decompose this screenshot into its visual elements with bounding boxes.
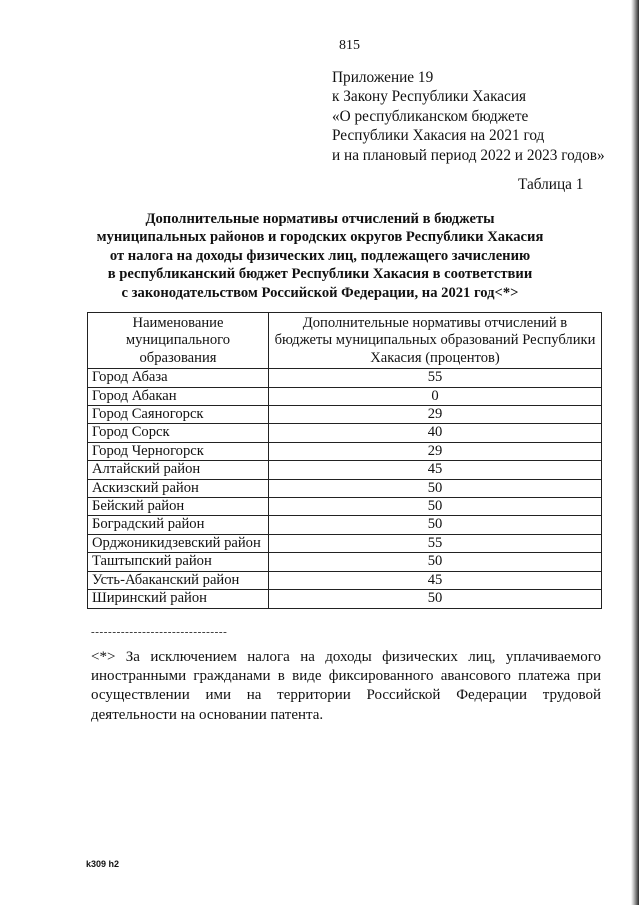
quota-value: 50 bbox=[269, 498, 602, 516]
municipality-name: Боградский район bbox=[88, 516, 269, 534]
footnote-text: <*> За исключением налога на доходы физических лиц, уплачиваемого иностранными гражданами в виде фиксированного авансового платежа при осуществлении ими на территории Российской Федерации трудовой деятельности на основании патента. bbox=[91, 649, 601, 723]
table-row bbox=[88, 424, 602, 442]
scan-edge-shadow bbox=[631, 0, 639, 905]
municipality-name: Ширинский район bbox=[88, 590, 269, 608]
title-line: в республиканский бюджет Республики Хакасия в соответствии bbox=[107, 266, 533, 283]
municipality-name: Город Абаза bbox=[88, 369, 269, 387]
title-line: Дополнительные нормативы отчислений в бюджеты bbox=[145, 211, 495, 227]
footnote-separator: -------------------------------- bbox=[91, 626, 228, 638]
appendix-line: Республики Хакасия на 2021 год bbox=[332, 127, 545, 145]
quota-value: 40 bbox=[269, 424, 602, 442]
quota-value: 0 bbox=[269, 387, 602, 405]
table-row bbox=[88, 590, 602, 608]
quota-value: 50 bbox=[269, 479, 602, 497]
header-name-column: Наименование муниципального образования bbox=[88, 313, 269, 369]
quota-value: 50 bbox=[269, 553, 602, 571]
title-line: от налога на доходы физических лиц, подлежащего зачислению bbox=[109, 247, 531, 264]
appendix-line: к Закону Республики Хакасия bbox=[332, 88, 527, 106]
quota-value: 55 bbox=[269, 534, 602, 552]
municipality-name: Алтайский район bbox=[88, 461, 269, 479]
municipality-name: Бейский район bbox=[88, 498, 269, 516]
table-row bbox=[88, 406, 602, 424]
table-row bbox=[88, 516, 602, 534]
quota-value: 45 bbox=[269, 571, 602, 589]
municipality-name: Аскизский район bbox=[88, 479, 269, 497]
table-row bbox=[88, 553, 602, 571]
municipality-name: Город Абакан bbox=[88, 387, 269, 405]
title-line: муниципальных районов и городских округов Республики Хакасия bbox=[96, 229, 544, 246]
municipality-name: Орджоникидзевский район bbox=[88, 534, 269, 552]
municipality-name: Усть-Абаканский район bbox=[88, 571, 269, 589]
page-number: 815 bbox=[339, 38, 360, 53]
table-row bbox=[88, 369, 602, 387]
quota-value: 29 bbox=[269, 406, 602, 424]
table-row bbox=[88, 461, 602, 479]
quota-value: 45 bbox=[269, 461, 602, 479]
appendix-block bbox=[332, 68, 605, 165]
quota-value: 50 bbox=[269, 590, 602, 608]
quota-value: 55 bbox=[269, 369, 602, 387]
appendix-line: Приложение 19 bbox=[332, 69, 434, 86]
header-value-column: Дополнительные нормативы отчислений в бюджеты муниципальных образований Республики Хакасия (процентов) bbox=[269, 313, 602, 369]
table-row bbox=[88, 571, 602, 589]
table-row bbox=[88, 498, 602, 516]
municipality-name: Город Черногорск bbox=[88, 442, 269, 460]
quota-value: 50 bbox=[269, 516, 602, 534]
table-row bbox=[88, 479, 602, 497]
table-row bbox=[88, 534, 602, 552]
municipality-name: Таштыпский район bbox=[88, 553, 269, 571]
appendix-line: «О республиканском бюджете bbox=[332, 107, 529, 125]
table-row bbox=[88, 442, 602, 460]
table-label: Таблица 1 bbox=[518, 176, 584, 193]
appendix-line: и на плановый период 2022 и 2023 годов» bbox=[332, 146, 605, 164]
table-header-row bbox=[88, 313, 602, 369]
document-title bbox=[60, 210, 580, 302]
title-line: с законодательством Российской Федерации, на 2021 год<*> bbox=[121, 284, 519, 301]
quota-value: 29 bbox=[269, 442, 602, 460]
print-stamp: k309 h2 bbox=[86, 859, 120, 869]
table-row bbox=[88, 387, 602, 405]
municipality-name: Город Саяногорск bbox=[88, 406, 269, 424]
municipality-name: Город Сорск bbox=[88, 424, 269, 442]
quotas-table bbox=[87, 312, 602, 609]
